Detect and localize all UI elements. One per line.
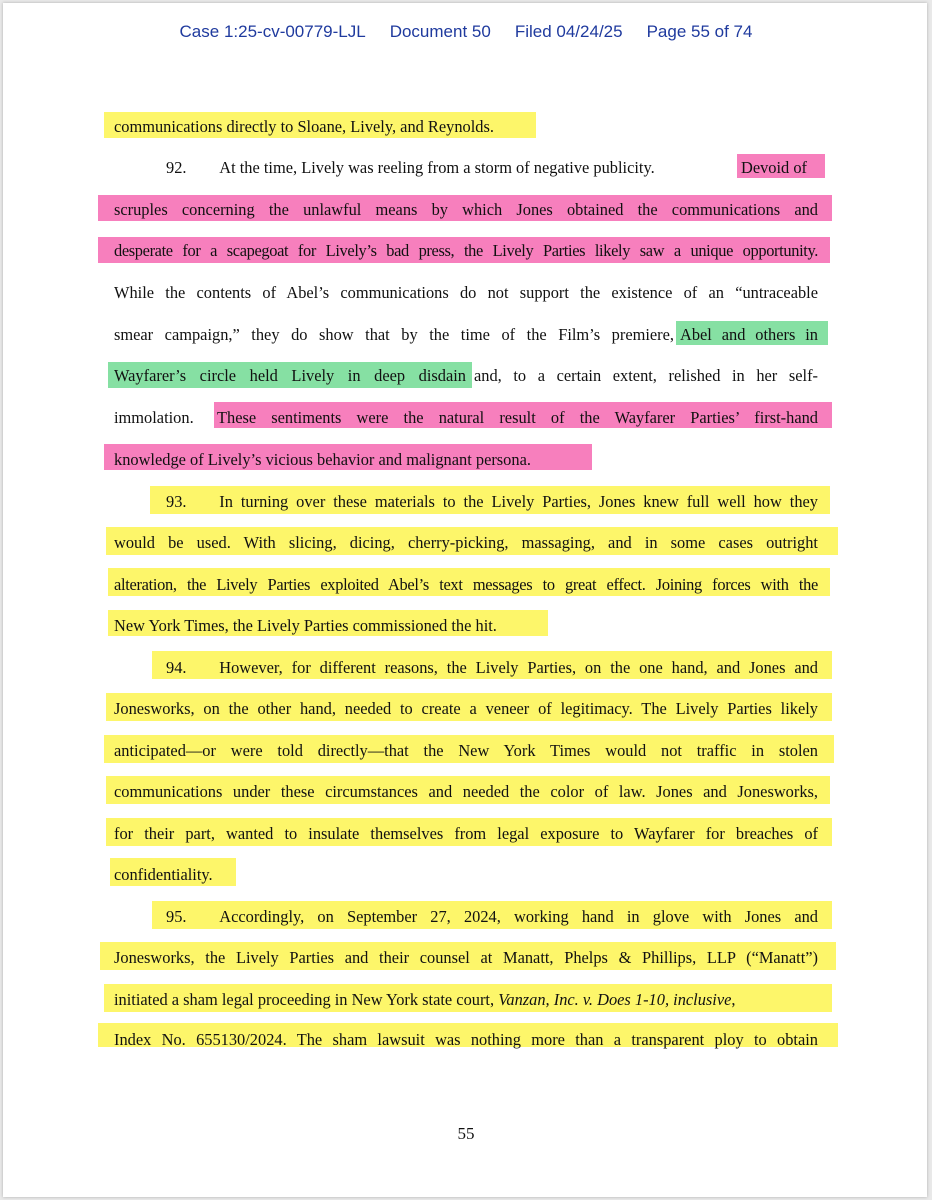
text-span: , [731, 990, 736, 1009]
paragraph-93-start: 93. In turning over these materials to the Lively Parties, Jones knew full well how they [166, 492, 818, 511]
ecf-header [0, 22, 932, 42]
document-number: Document 50 [389, 22, 491, 41]
document-page [3, 3, 927, 1197]
text-line: Abel and others in [680, 325, 818, 344]
text-line [114, 990, 818, 1010]
text-line: Devoid of [741, 158, 808, 177]
text-line: scruples concerning the unlawful means by which Jones obtained the communications and [114, 200, 818, 219]
page-of-pages: Page 55 of 74 [646, 22, 753, 41]
text-line: and, to a certain extent, relished in her self- [474, 366, 818, 385]
text-line: desperate for a scapegoat for Lively’s bad press, the Lively Parties likely saw a unique opportunity. [114, 241, 818, 260]
text-line: confidentiality. [114, 865, 213, 884]
page-number: 55 [457, 1124, 475, 1143]
filed-date: Filed 04/24/25 [514, 22, 623, 41]
paragraph-92-start: 92. At the time, Lively was reeling from a storm of negative publicity. [166, 158, 655, 177]
paragraph-94-start: 94. However, for different reasons, the Lively Parties, on the one hand, and Jones and [166, 658, 818, 677]
text-line: Wayfarer’s circle held Lively in deep disdain [114, 366, 466, 385]
text-line: While the contents of Abel’s communications do not support the existence of an “untraceable [114, 283, 818, 302]
text-line: anticipated—or were told directly—that the New York Times would not traffic in stolen [114, 741, 818, 760]
case-citation: Vanzan, Inc. v. Does 1-10, inclusive [498, 990, 732, 1009]
text-line: Index No. 655130/2024. The sham lawsuit was nothing more than a transparent ploy to obtain [114, 1030, 818, 1049]
text-line: immolation. [114, 408, 194, 427]
text-line: alteration, the Lively Parties exploited Abel’s text messages to great effect. Joining forces with the [114, 575, 818, 594]
text-line: New York Times, the Lively Parties commissioned the hit. [114, 616, 497, 635]
text-line: smear campaign,” they do show that by the time of the Film’s premiere, [114, 325, 674, 344]
text-line: Jonesworks, the Lively Parties and their counsel at Manatt, Phelps & Phillips, LLP (“Manatt”) [114, 948, 818, 967]
text-span: initiated a sham legal proceeding in New York state court, [114, 990, 495, 1009]
text-line: would be used. With slicing, dicing, cherry-picking, massaging, and in some cases outright [114, 533, 818, 552]
text-line: knowledge of Lively’s vicious behavior and malignant persona. [114, 450, 531, 469]
text-line: These sentiments were the natural result of the Wayfarer Parties’ first-hand [217, 408, 818, 427]
case-number: Case 1:25-cv-00779-LJL [179, 22, 366, 41]
text-line: communications directly to Sloane, Lively, and Reynolds. [114, 117, 494, 136]
paragraph-95-start: 95. Accordingly, on September 27, 2024, working hand in glove with Jones and [166, 907, 818, 926]
text-line: communications under these circumstances and needed the color of law. Jones and Jonesworks, [114, 782, 818, 801]
text-line: for their part, wanted to insulate themselves from legal exposure to Wayfarer for breaches of [114, 824, 818, 843]
text-line: Jonesworks, on the other hand, needed to create a veneer of legitimacy. The Lively Parties likely [114, 699, 818, 718]
